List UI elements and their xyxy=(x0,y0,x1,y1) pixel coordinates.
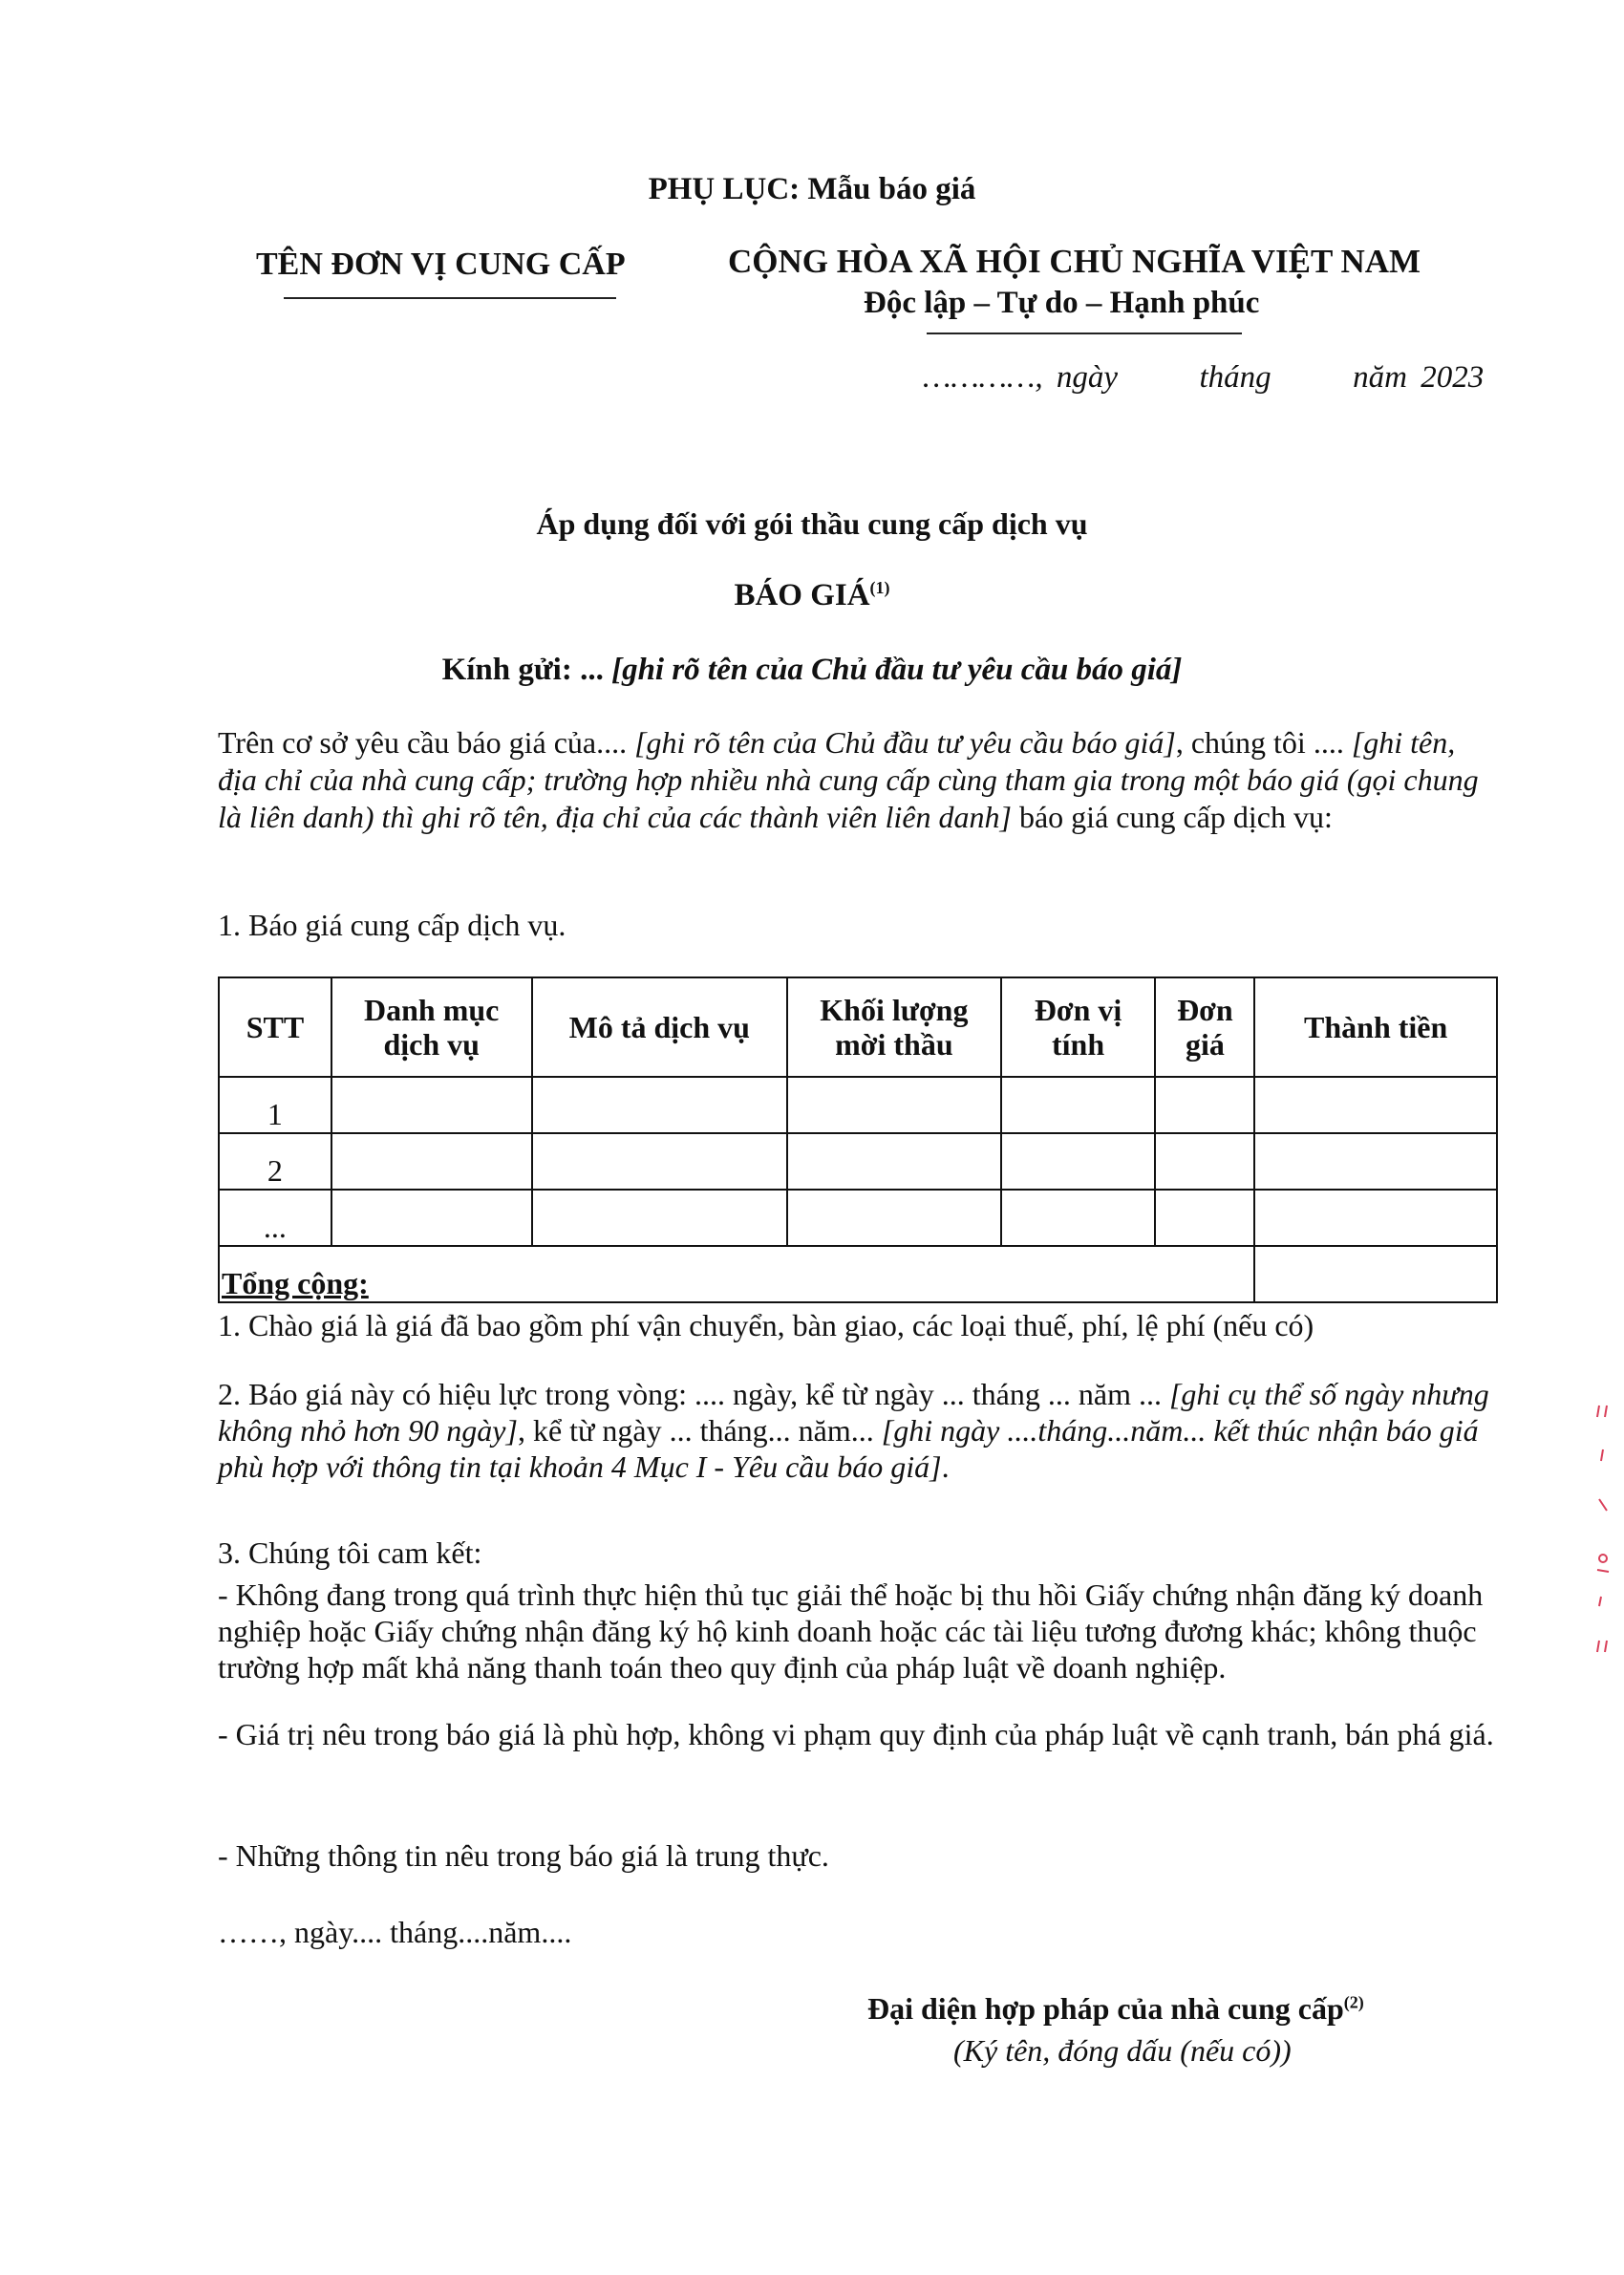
supplier-underline xyxy=(284,297,616,299)
header-price-line-2: giá xyxy=(1185,1027,1225,1062)
applies-to: Áp dụng đối với gói thầu cung cấp dịch vụ xyxy=(536,506,1088,541)
header-unit xyxy=(1001,977,1156,1077)
header-quantity-line-1: Khối lượng xyxy=(820,993,969,1027)
signature-instruction: (Ký tên, đóng dấu (nếu có)) xyxy=(953,2033,1292,2068)
header-quantity-line-2: mời thầu xyxy=(835,1027,953,1062)
note-2-placeholder-1: [ghi cụ thể số ngày nhưng không nhỏ hơn 90 ngày] xyxy=(218,1377,1489,1448)
table-cell xyxy=(787,1133,1001,1190)
header-amount: Thành tiền xyxy=(1254,977,1497,1077)
margin-stamp-marks xyxy=(1593,1400,1616,1667)
note-2-text-1: 2. Báo giá này có hiệu lực trong vòng: .... ngày, kể từ ngày ... tháng ... năm ... xyxy=(218,1377,1169,1411)
intro-paragraph xyxy=(218,724,1498,836)
table-row xyxy=(219,1190,1497,1246)
table-cell xyxy=(1001,1077,1156,1133)
table-cell xyxy=(532,1077,788,1133)
section-1-heading: 1. Báo giá cung cấp dịch vụ. xyxy=(218,908,566,942)
total-amount-cell xyxy=(1254,1246,1497,1302)
legal-representative xyxy=(867,1991,1364,2027)
legal-representative-text: Đại diện hợp pháp của nhà cung cấp xyxy=(867,1991,1344,2026)
table-row xyxy=(219,1133,1497,1190)
note-2 xyxy=(218,1376,1498,1485)
representative-footnote-mark: (2) xyxy=(1343,1992,1364,2012)
total-label: Tổng cộng: xyxy=(219,1246,1254,1302)
table-cell xyxy=(1155,1133,1254,1190)
table-cell xyxy=(1155,1077,1254,1133)
note-3-heading: 3. Chúng tôi cam kết: xyxy=(218,1535,482,1570)
quote-title xyxy=(0,578,1624,613)
row-stt: 2 xyxy=(219,1133,331,1190)
table-cell xyxy=(532,1190,788,1246)
table-cell xyxy=(787,1077,1001,1133)
header-stt: STT xyxy=(219,977,331,1077)
addressee-line xyxy=(0,653,1624,688)
header-item-line-1: Danh mục xyxy=(364,993,500,1027)
header-unit-price xyxy=(1155,977,1254,1077)
intro-text-2: , chúng tôi .... xyxy=(1175,725,1352,760)
table-cell xyxy=(1001,1133,1156,1190)
commitment-2: - Giá trị nêu trong báo giá là phù hợp, không vi phạm quy định của pháp luật về cạnh tranh, bán phá giá. xyxy=(218,1717,1494,1751)
intro-placeholder-2: [ghi tên, địa chỉ của nhà cung cấp; trường hợp nhiều nhà cung cấp cùng tham gia trong một báo giá (gọi chung là liên danh) thì ghi rõ tên, địa chỉ của các thành viên liên danh] xyxy=(218,725,1479,834)
table-row xyxy=(219,1077,1497,1133)
national-motto: Độc lập – Tự do – Hạnh phúc xyxy=(864,286,1260,320)
header-item xyxy=(331,977,532,1077)
table-cell xyxy=(1254,1133,1497,1190)
intro-placeholder-1: [ghi rõ tên của Chủ đầu tư yêu cầu báo giá] xyxy=(634,725,1176,760)
note-2-placeholder-2: [ghi ngày ....tháng...năm... kết thúc nhận báo giá phù hợp với thông tin tại khoản 4 Mục I - Yêu cầu báo giá] xyxy=(218,1413,1479,1484)
header-description: Mô tả dịch vụ xyxy=(532,977,788,1077)
commitment-3: - Những thông tin nêu trong báo giá là trung thực. xyxy=(218,1838,829,1873)
header-quantity xyxy=(787,977,1001,1077)
header-unit-line-1: Đơn vị xyxy=(1034,993,1122,1027)
header-price-line-1: Đơn xyxy=(1177,993,1233,1027)
row-stt: ... xyxy=(219,1190,331,1246)
header-unit-line-2: tính xyxy=(1051,1027,1105,1062)
table-cell xyxy=(331,1190,532,1246)
header-date: …………, ngày tháng năm 2023 xyxy=(923,360,1485,395)
quote-footnote-mark: (1) xyxy=(869,578,890,597)
motto-underline xyxy=(927,333,1242,334)
addressee-placeholder: [ghi rõ tên của Chủ đầu tư yêu cầu báo giá] xyxy=(611,653,1183,687)
supplier-name: TÊN ĐƠN VỊ CUNG CẤP xyxy=(256,247,626,282)
table-cell xyxy=(331,1133,532,1190)
annex-title: PHỤ LỤC: Mẫu báo giá xyxy=(648,172,976,206)
table-cell xyxy=(1254,1077,1497,1133)
note-2-text-3: . xyxy=(941,1449,950,1484)
intro-text-3: báo giá cung cấp dịch vụ: xyxy=(1011,800,1333,834)
note-2-text-2: , kể từ ngày ... tháng... năm... xyxy=(517,1413,882,1448)
table-header-row xyxy=(219,977,1497,1077)
note-1: 1. Chào giá là giá đã bao gồm phí vận chuyển, bàn giao, các loại thuế, phí, lệ phí (nếu có) xyxy=(218,1308,1314,1342)
table-total-row xyxy=(219,1246,1497,1302)
table-cell xyxy=(1254,1190,1497,1246)
quote-table xyxy=(218,977,1498,1303)
intro-text-1: Trên cơ sở yêu cầu báo giá của.... xyxy=(218,725,635,760)
header-item-line-2: dịch vụ xyxy=(383,1027,480,1062)
table-cell xyxy=(331,1077,532,1133)
national-title: CỘNG HÒA XÃ HỘI CHỦ NGHĨA VIỆT NAM xyxy=(728,243,1421,280)
table-cell xyxy=(787,1190,1001,1246)
table-cell xyxy=(1155,1190,1254,1246)
commitment-1: - Không đang trong quá trình thực hiện thủ tục giải thể hoặc bị thu hồi Giấy chứng nhận đăng ký doanh nghiệp hoặc Giấy chứng nhận đăng ký hộ kinh doanh hoặc các tài liệu tương đương khác; không thuộc trường hợp mất khả năng thanh toán theo quy định của pháp luật về doanh nghiệp. xyxy=(218,1577,1484,1685)
quote-title-text: BÁO GIÁ xyxy=(734,578,870,612)
table-cell xyxy=(532,1133,788,1190)
row-stt: 1 xyxy=(219,1077,331,1133)
addressee-label: Kính gửi: ... xyxy=(441,653,612,687)
table-cell xyxy=(1001,1190,1156,1246)
signing-date: ……, ngày.... tháng....năm.... xyxy=(218,1915,572,1949)
